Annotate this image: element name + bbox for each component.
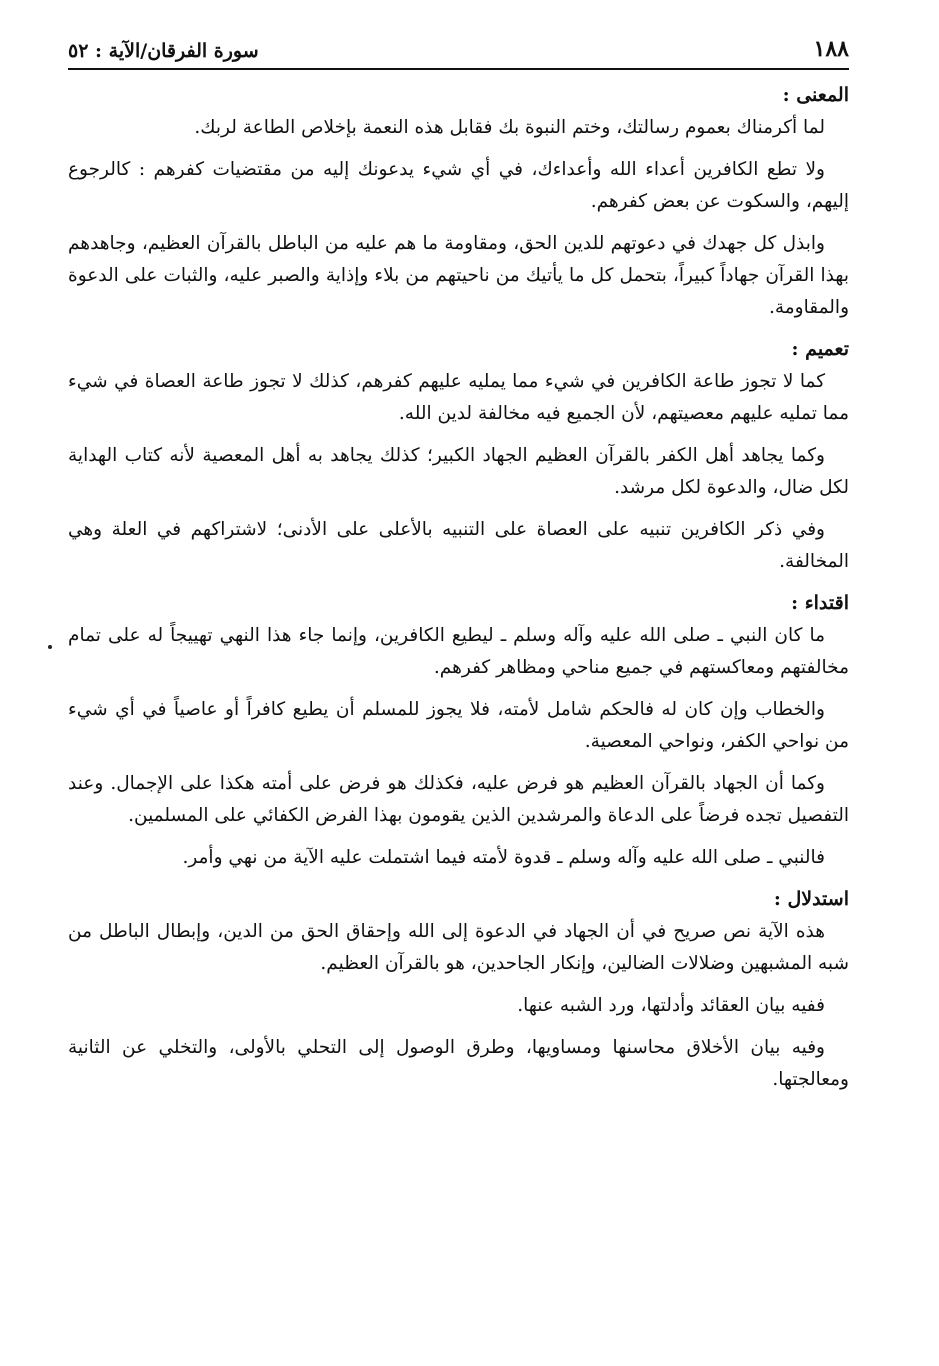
page-header [68,36,849,70]
surah-reference: سورة الفرقان/الآية : ٥٢ [68,40,259,62]
paragraph: وكما يجاهد أهل الكفر بالقرآن العظيم الجهاد الكبير؛ كذلك يجاهد به أهل المعصية لأنه كتاب الهداية لكل ضال، والدعوة لكل مرشد. [68,445,849,498]
section-emulation [68,592,849,874]
paragraph: لما أكرمناك بعموم رسالتك، وختم النبوة بك فقابل هذه النعمة بإخلاص الطاعة لربك. [194,117,825,138]
paragraph: كما لا تجوز طاعة الكافرين في شيء مما يمليه عليهم كفرهم، كذلك لا تجوز طاعة العصاة في شيء مما تمليه عليهم معصيتهم، لأن الجميع فيه مخالفة لدين الله. [68,371,849,424]
margin-dot [48,645,52,649]
paragraph: هذه الآية نص صريح في أن الجهاد في الدعوة إلى الله وإحقاق الحق من الدين، وإبطال الباطل من شبه المشبهين وضلالات الضالين، وإنكار الجاحدين، هو بالقرآن العظيم. [68,921,849,974]
section-generalization [68,338,849,578]
paragraph: والخطاب وإن كان له فالحكم شامل لأمته، فلا يجوز للمسلم أن يطيع كافراً أو عاصياً في أي شيء من نواحي الكفر، ونواحي المعصية. [68,699,849,752]
section-meaning [68,84,849,324]
section-heading: تعميم : [791,338,849,360]
section-heading: استدلال : [773,888,849,910]
paragraph: ولا تطع الكافرين أعداء الله وأعداءك، في أي شيء يدعونك إليه من مقتضيات كفرهم : كالرجوع إليهم، والسكوت عن بعض كفرهم. [68,159,849,212]
paragraph: ففيه بيان العقائد وأدلتها، ورد الشبه عنها. [517,995,825,1016]
paragraph: وفي ذكر الكافرين تنبيه على العصاة على التنبيه بالأعلى على الأدنى؛ لاشتراكهم في العلة وهي المخالفة. [68,519,849,572]
paragraph: ما كان النبي ـ صلى الله عليه وآله وسلم ـ ليطيع الكافرين، وإنما جاء هذا النهي تهييجاً له على تمام مخالفتهم ومعاكستهم في جميع مناحي ومظاهر كفرهم. [68,625,849,678]
section-heading: اقتداء : [791,592,849,614]
section-heading: المعنى : [782,84,849,106]
paragraph: وفيه بيان الأخلاق محاسنها ومساويها، وطرق الوصول إلى التحلي بالأولى، والتخلي عن الثانية ومعالجتها. [68,1037,849,1090]
paragraph: وكما أن الجهاد بالقرآن العظيم هو فرض عليه، فكذلك هو فرض على أمته هكذا على الإجمال. وعند التفصيل تجده فرضاً على الدعاة والمرشدين الذين يقومون بهذا الفرض الكفائي على المسلمين. [68,773,849,826]
paragraph: فالنبي ـ صلى الله عليه وآله وسلم ـ قدوة لأمته فيما اشتملت عليه الآية من نهي وأمر. [182,847,825,868]
section-inference [68,888,849,1096]
page-number: ١٨٨ [813,36,849,62]
paragraph: وابذل كل جهدك في دعوتهم للدين الحق، ومقاومة ما هم عليه من الباطل بالقرآن العظيم، وجاهدهم بهذا القرآن جهاداً كبيراً، بتحمل كل ما يأتيك من ناحيتهم من بلاء وإذاية والصبر عليه، والثبات على الدعوة والمقاومة. [68,233,849,318]
